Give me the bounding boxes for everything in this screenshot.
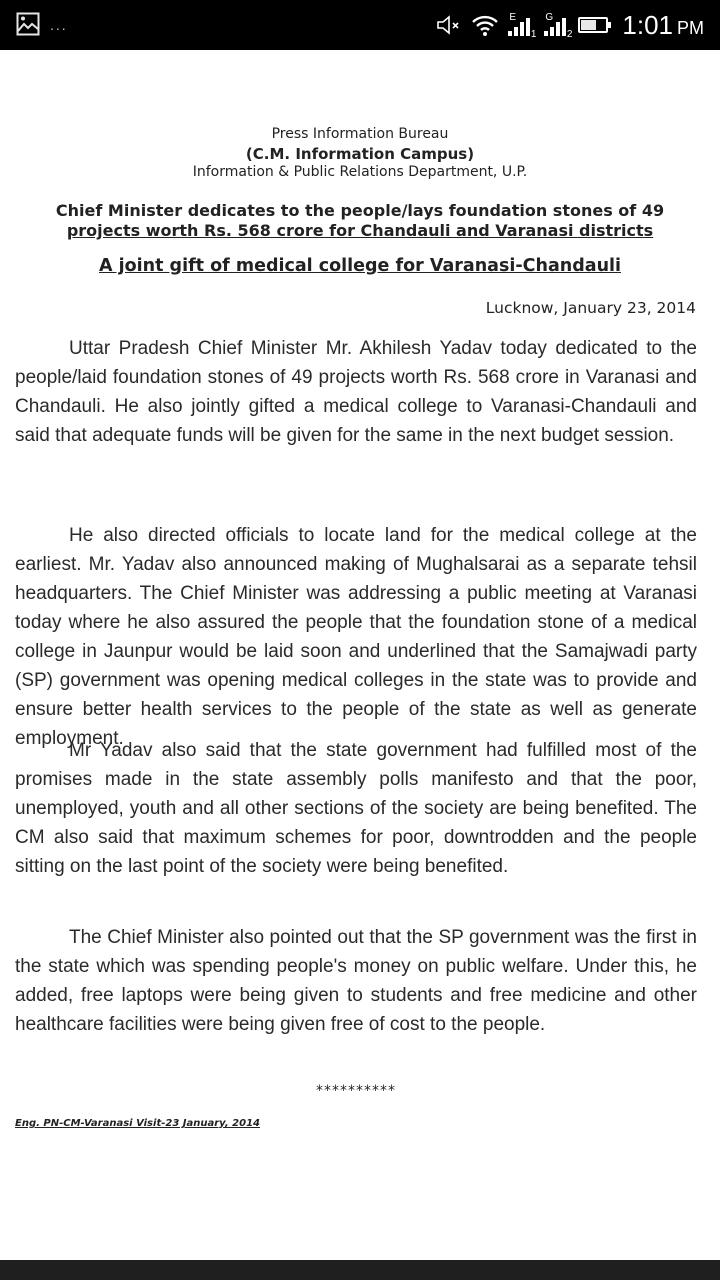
org-name: Press Information Bureau	[271, 126, 449, 142]
battery-icon	[578, 17, 608, 33]
clock-time: 1:01	[622, 9, 673, 40]
reference-code: Eng. PN-CM-Varanasi Visit-23 January, 2014	[15, 1118, 261, 1129]
end-separator: **********	[316, 1083, 396, 1099]
paragraph: The Chief Minister also pointed out that the SP government was the first in the state which was spending people's money on public welfare. Under this, he added, free laptops were being given to students and free medicine and other healthcare facilities were being given free of cost to the people.	[15, 927, 697, 1035]
sim2-network-type: G	[545, 12, 554, 23]
more-notifications-indicator: ...	[50, 17, 68, 33]
org-department: Information & Public Relations Department, U.P.	[192, 164, 528, 180]
org-campus: (C.M. Information Campus)	[245, 145, 475, 163]
bottom-bar	[0, 1260, 720, 1280]
press-release-title	[20, 201, 700, 241]
wifi-icon	[470, 13, 500, 37]
paragraph: Mr Yadav also said that the state government had fulfilled most of the promises made in the state assembly polls manifesto and that the poor, unemployed, youth and all other sections of the society are being benefited. The CM also said that maximum schemes for poor, downtrodden and the people sitting on the last point of the society were being benefited.	[15, 740, 697, 877]
signal-icon	[542, 12, 573, 40]
sim2-slot: 2	[566, 29, 573, 40]
dateline: Lucknow, January 23, 2014	[485, 299, 696, 317]
image-icon	[16, 12, 40, 36]
title-line-2: projects worth Rs. 568 crore for Chandauli and Varanasi districts	[66, 221, 654, 240]
clock-ampm: PM	[677, 17, 704, 38]
notification-area	[16, 12, 68, 36]
signal-icon	[506, 12, 537, 40]
title-line-1: Chief Minister dedicates to the people/lays foundation stones of 49	[55, 201, 665, 220]
battery-level-fill	[581, 20, 595, 30]
document-page	[0, 50, 720, 1260]
paragraph: Uttar Pradesh Chief Minister Mr. Akhilesh Yadav today dedicated to the people/laid foundation stones of 49 projects worth Rs. 568 crore in Varanasi and Chandauli. He also jointly gifted a medical college to Varanasi-Chandauli and said that adequate funds will be given for the same in the next budget session.	[15, 338, 697, 446]
clock	[622, 10, 704, 41]
sim1-slot: 1	[530, 29, 537, 40]
press-release-subtitle: A joint gift of medical college for Varanasi-Chandauli	[98, 256, 622, 276]
sim1-network-type: E	[509, 12, 517, 23]
status-bar	[0, 0, 720, 50]
system-icons	[436, 8, 704, 42]
paragraph: He also directed officials to locate land for the medical college at the earliest. Mr. Yadav also announced making of Mughalsarai as a separate tehsil headquarters. The Chief Minister was addressing a public meeting at Varanasi today where he also assured the people that the foundation stone of a medical college in Jaunpur would be laid soon and underlined that the Samajwadi party (SP) government was opening medical colleges in the state was to provide and ensure better health services to the people of the state as well as generate employment.	[15, 525, 697, 749]
mute-icon	[436, 14, 462, 36]
